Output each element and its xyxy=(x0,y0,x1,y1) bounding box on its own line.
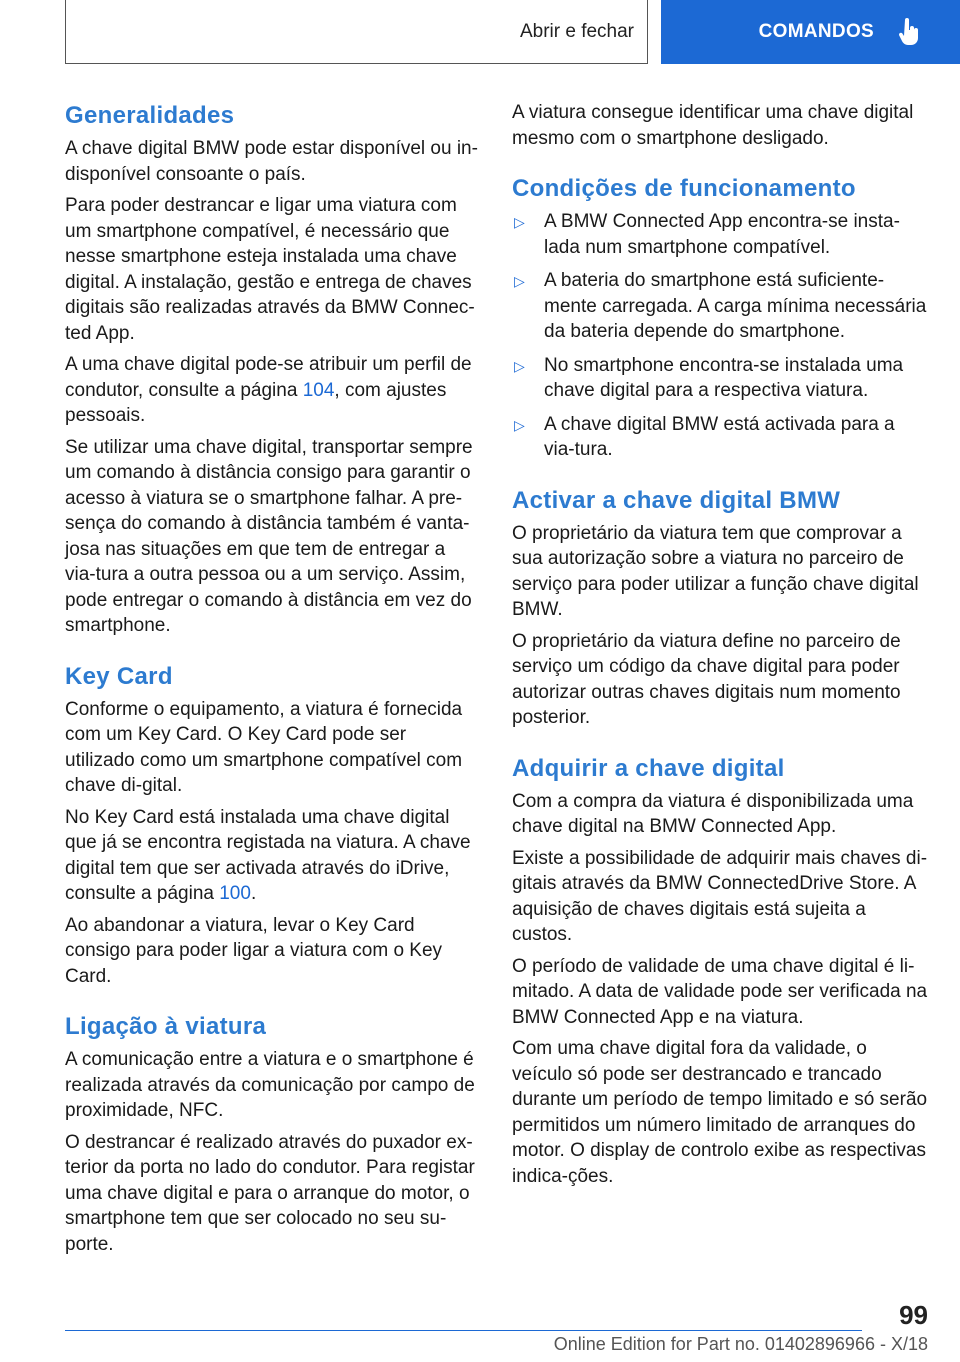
text: No Key Card está instalada uma chave digital que já se encontra registada na viatura. A chave digital tem que ser activada através do iDrive, consulte a página xyxy=(65,806,471,904)
paragraph: Existe a possibilidade de adquirir mais chaves di-gitais através da BMW ConnectedDrive Store. A aquisição de chaves digitais está sujeita a custos. xyxy=(512,847,928,945)
triangle-bullet-icon: ▷ xyxy=(514,416,525,433)
page-link-100[interactable]: 100 xyxy=(219,883,251,904)
list-item-text: A chave digital BMW está activada para a via-tura. xyxy=(544,413,895,460)
pointing-hand-icon xyxy=(898,18,920,46)
heading-adquirir: Adquirir a chave digital xyxy=(512,754,785,782)
heading-generalidades: Generalidades xyxy=(65,102,235,129)
triangle-bullet-icon: ▷ xyxy=(514,273,525,289)
heading-activar: Activar a chave digital BMW xyxy=(512,486,841,514)
section-tab[interactable] xyxy=(65,0,648,64)
conditions-list xyxy=(512,209,930,463)
triangle-bullet-icon: ▷ xyxy=(514,214,525,230)
heading-condicoes: Condições de funcionamento xyxy=(512,175,856,202)
paragraph: A chave digital BMW pode estar disponível ou in-disponível consoante o país. xyxy=(65,138,478,185)
heading-key-card: Key Card xyxy=(65,662,173,690)
paragraph: O destrancar é realizado através do puxador ex-terior da porta no lado do condutor. Para registar uma chave digital e para o arranque do motor, o smartphone tem que ser colocado no seu su-porte. xyxy=(65,1131,475,1255)
paragraph: Ao abandonar a viatura, levar o Key Card consigo para poder ligar a viatura com o Key Card. xyxy=(65,914,443,987)
paragraph: Para poder destrancar e ligar uma viatura com um smartphone compatível, é necessário que nesse smartphone esteja instalada uma chave digital. A instalação, gestão e entrega de chaves digitais são realizadas através da BMW Connec-ted App. xyxy=(65,195,475,344)
text: , com ajustes pessoais. xyxy=(65,379,447,426)
list-item-text: A bateria do smartphone está suficiente-mente carregada. A carga mínima necessária da bateria depende do smartphone. xyxy=(544,270,927,342)
paragraph: Conforme o equipamento, a viatura é fornecida com um Key Card. O Key Card pode ser utilizado como um smartphone compatível com chave di-gital. xyxy=(65,698,463,796)
paragraph xyxy=(65,352,480,429)
list-item-text: No smartphone encontra-se instalada uma chave digital para a respectiva viatura. xyxy=(544,354,904,401)
heading-ligacao: Ligação à viatura xyxy=(65,1013,267,1040)
text: A uma chave digital pode-se atribuir um perfil de condutor, consulte a página xyxy=(65,354,472,401)
footer-divider xyxy=(65,1330,862,1331)
right-column xyxy=(512,100,930,1195)
page-number: 99 xyxy=(899,1300,928,1330)
paragraph: Com uma chave digital fora da validade, o veículo só pode ser destrancado e trancado durante um período de tempo limitado e só serão permitidos um número limitado de arranques do motor. O display de controlo exibe as respectivas indica-ções. xyxy=(512,1038,928,1187)
paragraph xyxy=(65,805,480,907)
active-section-tab[interactable] xyxy=(661,0,960,64)
list-item-text: A BMW Connected App encontra-se insta-lada num smartphone compatível. xyxy=(544,211,900,258)
paragraph: A viatura consegue identificar uma chave digital mesmo com o smartphone desligado. xyxy=(512,102,914,149)
text: . xyxy=(250,883,257,904)
list-item xyxy=(512,209,930,260)
paragraph: A comunicação entre a viatura e o smartphone é realizada através da comunicação por campo de proximidade, NFC. xyxy=(65,1049,475,1121)
section-tab-label: Abrir e fechar xyxy=(519,20,634,42)
edition-footer: Online Edition for Part no. 01402896966 - X/18 xyxy=(553,1334,928,1354)
paragraph: O proprietário da viatura tem que comprovar a sua autorização sobre a viatura no parceiro de serviço para poder utilizar a função chave digital BMW. xyxy=(512,522,919,620)
left-column xyxy=(65,100,480,1263)
paragraph: O proprietário da viatura define no parceiro de serviço um código da chave digital para poder autorizar outras chaves digitais num momento posterior. xyxy=(512,630,901,728)
triangle-bullet-icon: ▷ xyxy=(514,357,525,374)
paragraph: Com a compra da viatura é disponibilizada uma chave digital na BMW Connected App. xyxy=(512,790,914,837)
paragraph: O período de validade de uma chave digital é li-mitado. A data de validade pode ser verificada na BMW Connected App e na viatura. xyxy=(512,955,928,1028)
list-item xyxy=(512,412,930,463)
page-link-104[interactable]: 104 xyxy=(302,379,335,401)
active-section-label: COMANDOS xyxy=(758,21,874,42)
list-item xyxy=(512,353,930,404)
paragraph: Se utilizar uma chave digital, transportar sempre um comando à distância consigo para garantir o acesso à viatura se o smartphone falhar. A pre-sença do comando à distância também é vanta-josa nas situações em que tem de entregar a via-tura a outra pessoa ou a um serviço. Assim, pode entregar o comando à distância em vez do smartphone. xyxy=(65,436,473,636)
list-item xyxy=(512,268,930,345)
